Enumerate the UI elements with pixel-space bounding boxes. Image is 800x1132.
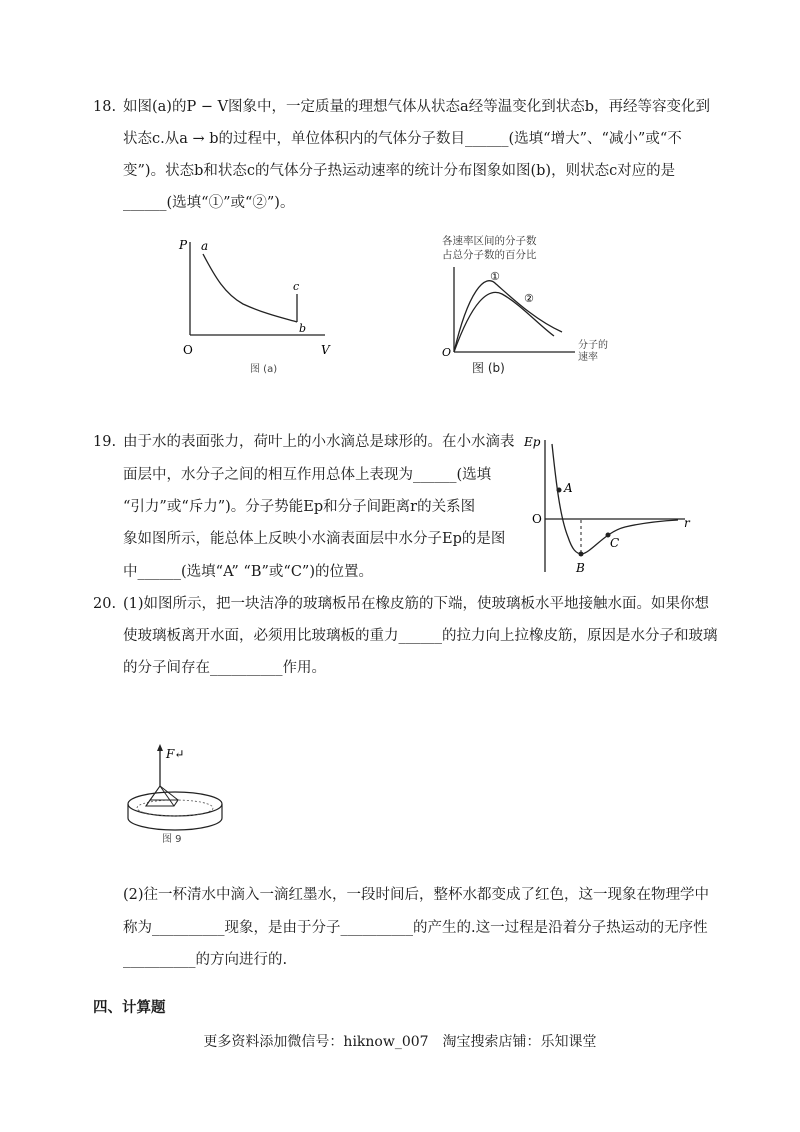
pv-diagram-figure <box>165 232 345 382</box>
q20-part1-line-1: (1)如图所示，把一块洁净的玻璃板吊在橡皮筋的下端，使玻璃板水平地接触水面。如果你想 <box>123 596 710 612</box>
q19-line-4: 象如图所示，能总体上反映小水滴表面层中水分子Ep的是图 <box>123 531 506 547</box>
dist-curve-2 <box>454 292 554 352</box>
dist-x-label-line1: 分子的 <box>578 340 608 351</box>
pv-isotherm-curve <box>203 254 300 322</box>
pv-y-label: P <box>179 238 188 252</box>
q19-line-2: 面层中，水分子之间的相互作用总体上表现为______(选填 <box>123 467 492 483</box>
ep-label-a: A <box>564 481 573 495</box>
force-arrow-head <box>157 744 163 751</box>
dist-origin-label: O <box>442 346 452 359</box>
speed-distribution-figure <box>430 232 630 382</box>
q19-line-3: “引力”或“斥力”)。分子势能Ep和分子间距离r的关系图 <box>123 499 476 515</box>
dist-label-curve1: ① <box>490 270 500 283</box>
pv-x-label: V <box>321 343 330 357</box>
q19-number: 19. <box>93 434 117 450</box>
dist-label-curve2: ② <box>524 292 534 305</box>
pv-label-c: c <box>293 280 300 293</box>
q18-line-3: 变”)。状态b和状态c的气体分子热运动速率的统计分布图象如图(b)，则状态c对应的是 <box>123 163 676 179</box>
q18-line-4: ______(选填“①”或“②”)。 <box>123 195 295 211</box>
q20-part2-line-1: (2)往一杯清水中滴入一滴红墨水，一段时间后，整杯水都变成了红色，这一现象在物理学中 <box>123 887 710 903</box>
q19-line-1: 由于水的表面张力，荷叶上的小水滴总是球形的。在小水滴表 <box>123 434 515 450</box>
dish-wall <box>128 804 222 830</box>
q20-part1-line-2: 使玻璃板离开水面，必须用比玻璃板的重力______的拉力向上拉橡皮筋，原因是水分子和玻璃 <box>123 628 718 644</box>
pv-caption: 图 (a) <box>250 364 278 375</box>
q20-part2-line-3: __________的方向进行的. <box>123 952 288 968</box>
pv-label-b: b <box>299 322 307 335</box>
dist-x-label-line2: 速率 <box>578 352 598 363</box>
q20-number: 20. <box>93 596 117 612</box>
q18-number: 18. <box>93 99 117 115</box>
q18-line-1: 如图(a)的P − V图象中，一定质量的理想气体从状态a经等温变化到状态b，再经等容变化到 <box>123 99 710 115</box>
pv-origin-label: O <box>183 343 193 357</box>
string-3 <box>160 786 178 800</box>
ep-origin-label: O <box>532 512 542 526</box>
ep-x-label: r <box>684 516 690 530</box>
glass-plate-figure <box>120 738 240 848</box>
force-label: F↵ <box>166 747 185 761</box>
pv-label-a: a <box>201 239 209 253</box>
ep-y-label: Ep <box>524 435 541 449</box>
dist-caption: 图 (b) <box>472 361 505 375</box>
ep-point-a <box>557 488 562 493</box>
potential-energy-figure <box>520 432 700 582</box>
ep-label-b: B <box>576 561 585 575</box>
q18-line-2: 状态c.从a → b的过程中，单位体积内的气体分子数目______(选填“增大”、“减小”或“不 <box>123 131 682 147</box>
ep-label-c: C <box>610 536 620 550</box>
q20-part2-line-2: 称为__________现象，是由于分子__________的产生的.这一过程是沿着分子热运动的无序性 <box>123 920 708 936</box>
section-title: 四、计算题 <box>93 999 166 1016</box>
footer-text: 更多资料添加微信号：hiknow_007 淘宝搜索店铺：乐知课堂 <box>203 1034 597 1050</box>
dist-title-line2: 占总分子数的百分比 <box>442 249 537 261</box>
q19-line-5: 中______(选填“A” “B”或“C”)的位置。 <box>123 564 373 580</box>
q20-part1-line-3: 的分子间存在__________作用。 <box>123 660 326 676</box>
ep-point-b <box>579 552 584 557</box>
dist-title-line1: 各速率区间的分子数 <box>442 235 537 247</box>
string-2 <box>160 786 174 806</box>
glass-figure-caption: 图 9 <box>162 834 182 845</box>
